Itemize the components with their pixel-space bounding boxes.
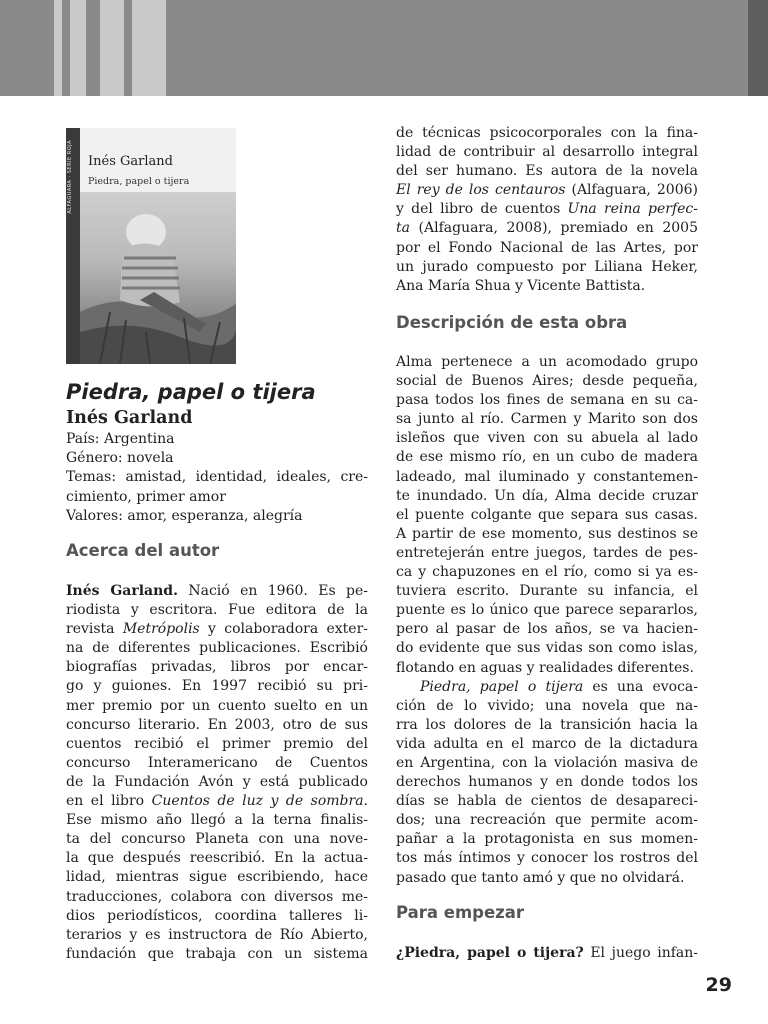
text-line: del ser humano. Es autora de la novela bbox=[396, 163, 698, 180]
work-title: Piedra, papel o tijera bbox=[420, 678, 584, 695]
text-fragment: (Alfaguara, 2008), premiado en 2005 bbox=[409, 220, 698, 237]
text-line: lidad de contribuir al desarrollo integral bbox=[396, 144, 698, 161]
text-fragment: revista bbox=[66, 621, 123, 638]
cover-spine-text: ALFAGUARA · SERIE ROJA bbox=[67, 140, 73, 214]
start-question: ¿Piedra, papel o tijera? bbox=[396, 945, 584, 961]
text-line: la que después reescribió. En la actua- bbox=[66, 850, 368, 867]
meta-values: Valores: amor, esperanza, alegría bbox=[66, 507, 303, 524]
text-line: el puente colgante que separa sus casas. bbox=[396, 506, 698, 523]
header-corner bbox=[748, 0, 768, 96]
author-paragraph bbox=[66, 582, 368, 964]
author-name-lead: Inés Garland. bbox=[66, 583, 178, 599]
header-stripe bbox=[132, 0, 166, 96]
section-heading-author: Acerca del autor bbox=[66, 541, 220, 560]
text-line: lidad, mientras sigue escribiendo, hace bbox=[66, 869, 368, 886]
header-stripe bbox=[100, 0, 124, 96]
author-paragraph-continued bbox=[396, 124, 698, 296]
section-heading-start: Para empezar bbox=[396, 903, 525, 922]
text-line: pañar a la protagonista en sus momen- bbox=[396, 831, 698, 848]
page-number: 29 bbox=[705, 974, 732, 996]
header-stripe bbox=[54, 0, 62, 96]
text-line: ción de lo vivido; una novela que na- bbox=[396, 697, 698, 714]
section-heading-description: Descripción de esta obra bbox=[396, 313, 628, 332]
text-line: derechos humanos y en donde todos los bbox=[396, 774, 698, 791]
book-cover bbox=[66, 128, 236, 364]
meta-country: País: Argentina bbox=[66, 431, 175, 447]
text-line: do evidente que sus vidas son como islas, bbox=[396, 640, 698, 657]
text-line: de la Fundación Avón y está publicado bbox=[66, 773, 368, 790]
cover-spine bbox=[66, 128, 80, 364]
text-line: ta del concurso Planeta con una nove- bbox=[66, 831, 368, 848]
text-fragment: y del libro de cuentos bbox=[396, 201, 568, 218]
text-line bbox=[396, 944, 698, 963]
book-reference: Cuentos de luz y de sombra bbox=[151, 793, 364, 810]
text-line: pero al pasar de los años, se va hacien- bbox=[396, 621, 698, 638]
start-paragraph bbox=[396, 944, 698, 963]
book-author: Inés Garland bbox=[66, 408, 193, 428]
text-line: na de diferentes publicaciones. Escribió bbox=[66, 640, 368, 657]
cover-title: Piedra, papel o tijera bbox=[88, 176, 190, 187]
text-line bbox=[66, 792, 368, 811]
text-fragment: El juego infan- bbox=[583, 945, 698, 961]
text-line: rra los dolores de la transición hacia la bbox=[396, 716, 698, 733]
text-line: mer premio por un cuento suelto en un bbox=[66, 697, 368, 714]
description-paragraph bbox=[396, 353, 698, 888]
text-line: Ana María Shua y Vicente Battista. bbox=[396, 277, 646, 294]
text-line: puente es lo único que parece separarlos, bbox=[396, 602, 698, 619]
text-line: por el Fondo Nacional de las Artes, por bbox=[396, 239, 698, 256]
text-line: A partir de ese momento, sus destinos se bbox=[396, 525, 698, 542]
text-line: pasa todos los fines de semana en su ca- bbox=[396, 392, 698, 409]
magazine-name: Metrópolis bbox=[122, 621, 200, 638]
text-line: Ese mismo año llegó a la terna finalis- bbox=[66, 812, 368, 829]
text-line: dos; una recreación que permite acom- bbox=[396, 812, 698, 829]
text-fragment: es una evoca- bbox=[583, 678, 698, 695]
text-line: te inundado. Un día, Alma decide cruzar bbox=[396, 487, 698, 504]
text-line: de técnicas psicocorporales con la fina- bbox=[396, 125, 698, 141]
text-line: concurso Interamericano de Cuentos bbox=[66, 754, 368, 771]
book-metadata bbox=[66, 430, 368, 526]
text-line bbox=[66, 620, 368, 639]
text-line: tos más íntimos y conocer los rostros del bbox=[396, 850, 698, 867]
text-line bbox=[66, 582, 368, 601]
cover-author: Inés Garland bbox=[88, 154, 173, 169]
text-line: dios periodísticos, coordina talleres li- bbox=[66, 907, 368, 924]
text-line bbox=[396, 200, 698, 219]
text-line: flotando en aguas y realidades diferentes. bbox=[396, 659, 694, 676]
header-band bbox=[0, 0, 768, 96]
text-line: en Argentina, con la violación masiva de bbox=[396, 754, 698, 771]
meta-themes-cont: cimiento, primer amor bbox=[66, 488, 226, 505]
text-line: social de Buenos Aires; desde pequeña, bbox=[396, 373, 698, 390]
text-line: días se habla de cientos de desapareci- bbox=[396, 793, 698, 810]
text-fragment: y colaboradora exter- bbox=[199, 621, 368, 638]
text-line: sa junto al río. Carmen y Marito son dos bbox=[396, 411, 698, 428]
meta-genre: Género: novela bbox=[66, 450, 174, 467]
text-line: vida adulta en el marco de la dictadura bbox=[396, 735, 698, 752]
text-fragment: . bbox=[363, 793, 368, 810]
stories-title-cont: ta bbox=[396, 220, 410, 237]
text-line: cuentos recibió el primer premio del bbox=[66, 735, 368, 752]
text-line: pasado que tanto amó y que no olvidará. bbox=[396, 869, 685, 886]
text-line: un jurado compuesto por Liliana Heker, bbox=[396, 258, 698, 275]
text-line bbox=[396, 678, 698, 697]
text-line: entretejerán entre juegos, tardes de pes- bbox=[396, 544, 698, 561]
text-fragment: (Alfaguara, 2006) bbox=[565, 182, 698, 199]
text-line bbox=[396, 181, 698, 200]
text-line: de ese mismo río, en un cubo de madera bbox=[396, 449, 698, 466]
text-line: Alma pertenece a un acomodado grupo bbox=[396, 354, 698, 370]
novel-title: El rey de los centauros bbox=[396, 182, 566, 199]
header-stripe bbox=[70, 0, 86, 96]
text-line: terarios y es instructora de Río Abierto, bbox=[66, 926, 368, 943]
text-fragment: Nació en 1960. Es pe- bbox=[177, 583, 369, 599]
text-line bbox=[396, 219, 698, 238]
text-line: ladeado, mal iluminado y constantemen- bbox=[396, 468, 698, 485]
text-line: concurso literario. En 2003, otro de sus bbox=[66, 716, 368, 733]
cover-figure-illustration bbox=[80, 192, 236, 364]
text-fragment: en el libro bbox=[66, 793, 152, 810]
book-title: Piedra, papel o tijera bbox=[66, 380, 316, 404]
text-line: ca y chapuzones en el río, como si ya es- bbox=[396, 564, 698, 581]
text-line: riodista y escritora. Fue editora de la bbox=[66, 602, 368, 619]
meta-themes: Temas: amistad, identidad, ideales, cre- bbox=[66, 469, 368, 486]
text-line: isleños que viven con su abuela al lado bbox=[396, 430, 698, 447]
text-line: biografías privadas, libros por encar- bbox=[66, 659, 368, 676]
stories-title: Una reina perfec- bbox=[567, 201, 698, 218]
text-line: tuviera escrito. Durante su infancia, el bbox=[396, 583, 698, 600]
text-line: go y guiones. En 1997 recibió su pri- bbox=[66, 678, 368, 695]
cover-photo bbox=[80, 192, 236, 364]
text-line: fundación que trabaja con un sistema bbox=[66, 945, 368, 962]
text-line: traducciones, colabora con diversos me- bbox=[66, 888, 368, 905]
